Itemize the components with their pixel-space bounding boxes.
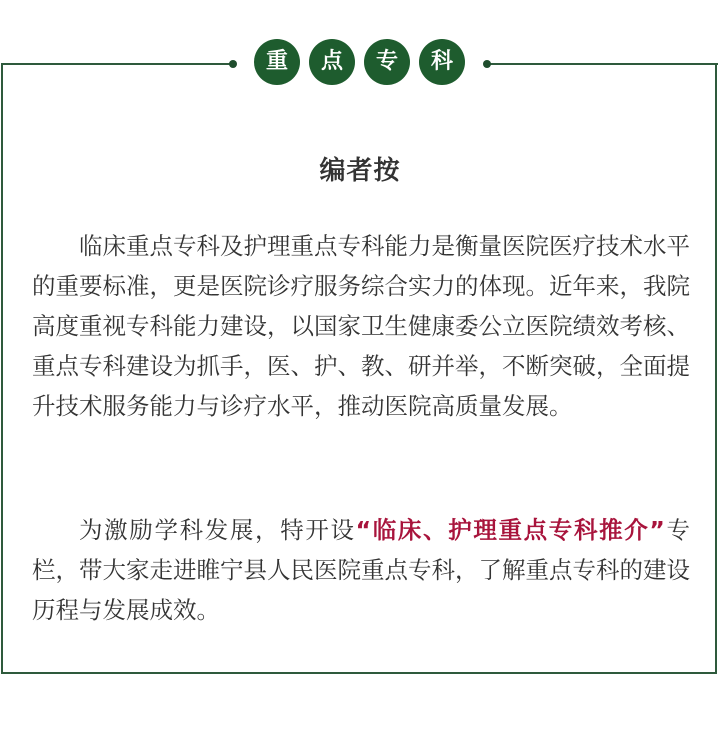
header-badge: 重 <box>254 39 300 85</box>
page-title: 编者按 <box>319 156 401 186</box>
paragraph-1: 临床重点专科及护理重点专科能力是衡量医院医疗技术水平的重要标准，更是医院诊疗服务综合实力的体现。近年来，我院高度重视专科能力建设，以国家卫生健康委公立医院绩效考核、重点专科建设为抓手，医、护、教、研并举，不断突破，全面提升技术服务能力与诊疗水平，推动医院高质量发展。 <box>32 232 690 420</box>
header-dot-left <box>229 60 237 68</box>
paragraph-2 <box>32 510 690 630</box>
paragraph-2-text-end: 专栏，带大家走进睢宁县人民医院重点专科，了解重点专科的建设历程与发展成效。 <box>32 516 691 624</box>
header-badge: 科 <box>419 39 465 85</box>
header-dot-right <box>483 60 491 68</box>
paragraph-2-text-start: 为激励学科发展，特开设 <box>79 516 356 544</box>
column-name-highlight: “临床、护理重点专科推介” <box>355 516 665 544</box>
header-line-right <box>487 63 718 65</box>
header-badge: 点 <box>309 39 355 85</box>
header-line-left <box>1 63 233 65</box>
header-badge: 专 <box>364 39 410 85</box>
